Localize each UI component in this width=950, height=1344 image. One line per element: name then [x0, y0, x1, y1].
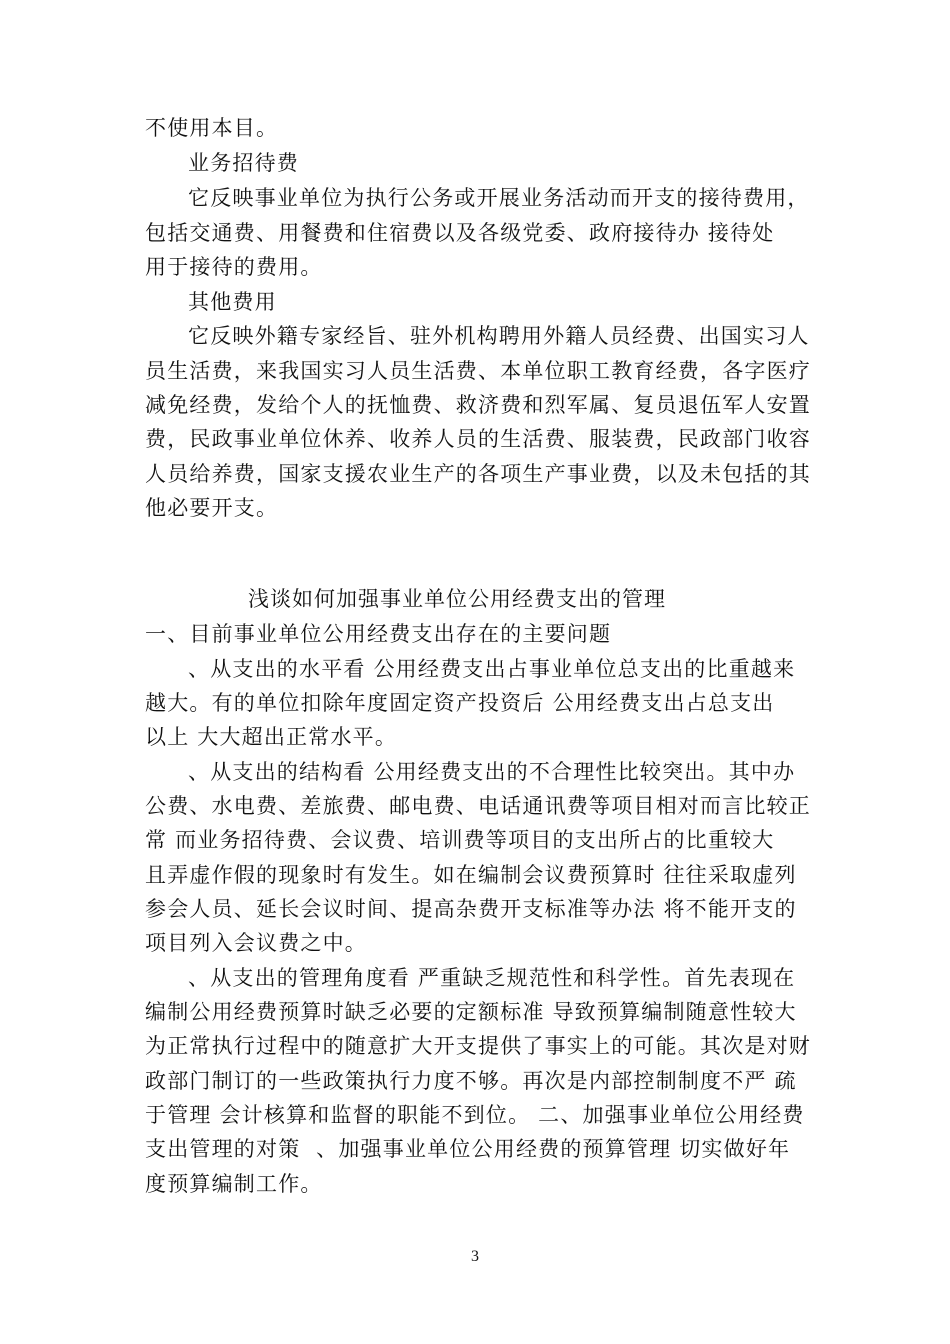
paragraph-line: 政部门制订的一些政策执行力度不够。再次是内部控制制度不严 疏 [145, 1069, 797, 1093]
paragraph-line: 常 而业务招待费、会议费、培训费等项目的支出所占的比重较大 [145, 828, 775, 852]
paragraph-line: 它反映外籍专家经旨、驻外机构聘用外籍人员经费、出国实习人 [188, 324, 810, 348]
section-heading: 一、目前事业单位公用经费支出存在的主要问题 [145, 622, 612, 646]
page-number: 3 [471, 1248, 479, 1265]
paragraph-line: 减免经费，发给个人的抚恤费、救济费和烈军属、复员退伍军人安置 [145, 393, 811, 417]
paragraph-line: 编制公用经费预算时缺乏必要的定额标准 导致预算编制随意性较大 [145, 1000, 797, 1024]
section-heading: 业务招待费 [188, 151, 299, 175]
paragraph-line: 、从支出的水平看 公用经费支出占事业单位总支出的比重越来 [188, 657, 796, 681]
paragraph-line: 项目列入会议费之中。 [145, 931, 367, 955]
paragraph-line: 不使用本目。 [145, 116, 279, 140]
paragraph-line: 且弄虚作假的现象时有发生。如在编制会议费预算时 往往采取虚列 [145, 863, 797, 887]
paragraph-line: 支出管理的对策 、加强事业单位公用经费的预算管理 切实做好年 [145, 1137, 791, 1161]
paragraph-line: 以上 大大超出正常水平。 [145, 725, 398, 749]
paragraph-line: 包括交通费、用餐费和住宿费以及各级党委、政府接待办 接待处 [145, 221, 775, 245]
paragraph-line: 越大。有的单位扣除年度固定资产投资后 公用经费支出占总支出 [145, 691, 775, 715]
paragraph-line: 、从支出的结构看 公用经费支出的不合理性比较突出。其中办 [188, 760, 796, 784]
paragraph-line: 它反映事业单位为执行公务或开展业务活动而开支的接待费用， [188, 186, 810, 210]
paragraph-line: 员生活费，来我国实习人员生活费、本单位职工教育经费，各字医疗 [145, 359, 811, 383]
paragraph-line: 为正常执行过程中的随意扩大开支提供了事实上的可能。其次是对财 [145, 1034, 811, 1058]
paragraph-line: 费，民政事业单位休养、收养人员的生活费、服装费，民政部门收容 [145, 427, 811, 451]
paragraph-line: 度预算编制工作。 [145, 1172, 323, 1196]
article-title: 浅谈如何加强事业单位公用经费支出的管理 [248, 587, 666, 611]
paragraph-line: 用于接待的费用。 [145, 255, 323, 279]
paragraph-line: 于管理 会计核算和监督的职能不到位。 二、加强事业单位公用经费 [145, 1103, 805, 1127]
section-heading: 其他费用 [188, 290, 277, 314]
paragraph-line: 人员给养费，国家支援农业生产的各项生产事业费，以及未包括的其 [145, 462, 811, 486]
paragraph-line: 、从支出的管理角度看 严重缺乏规范性和科学性。首先表现在 [188, 966, 796, 990]
paragraph-line: 公费、水电费、差旅费、邮电费、电话通讯费等项目相对而言比较正 [145, 794, 811, 818]
paragraph-line: 参会人员、延长会议时间、提高杂费开支标准等办法 将不能开支的 [145, 897, 797, 921]
paragraph-line: 他必要开支。 [145, 496, 279, 520]
